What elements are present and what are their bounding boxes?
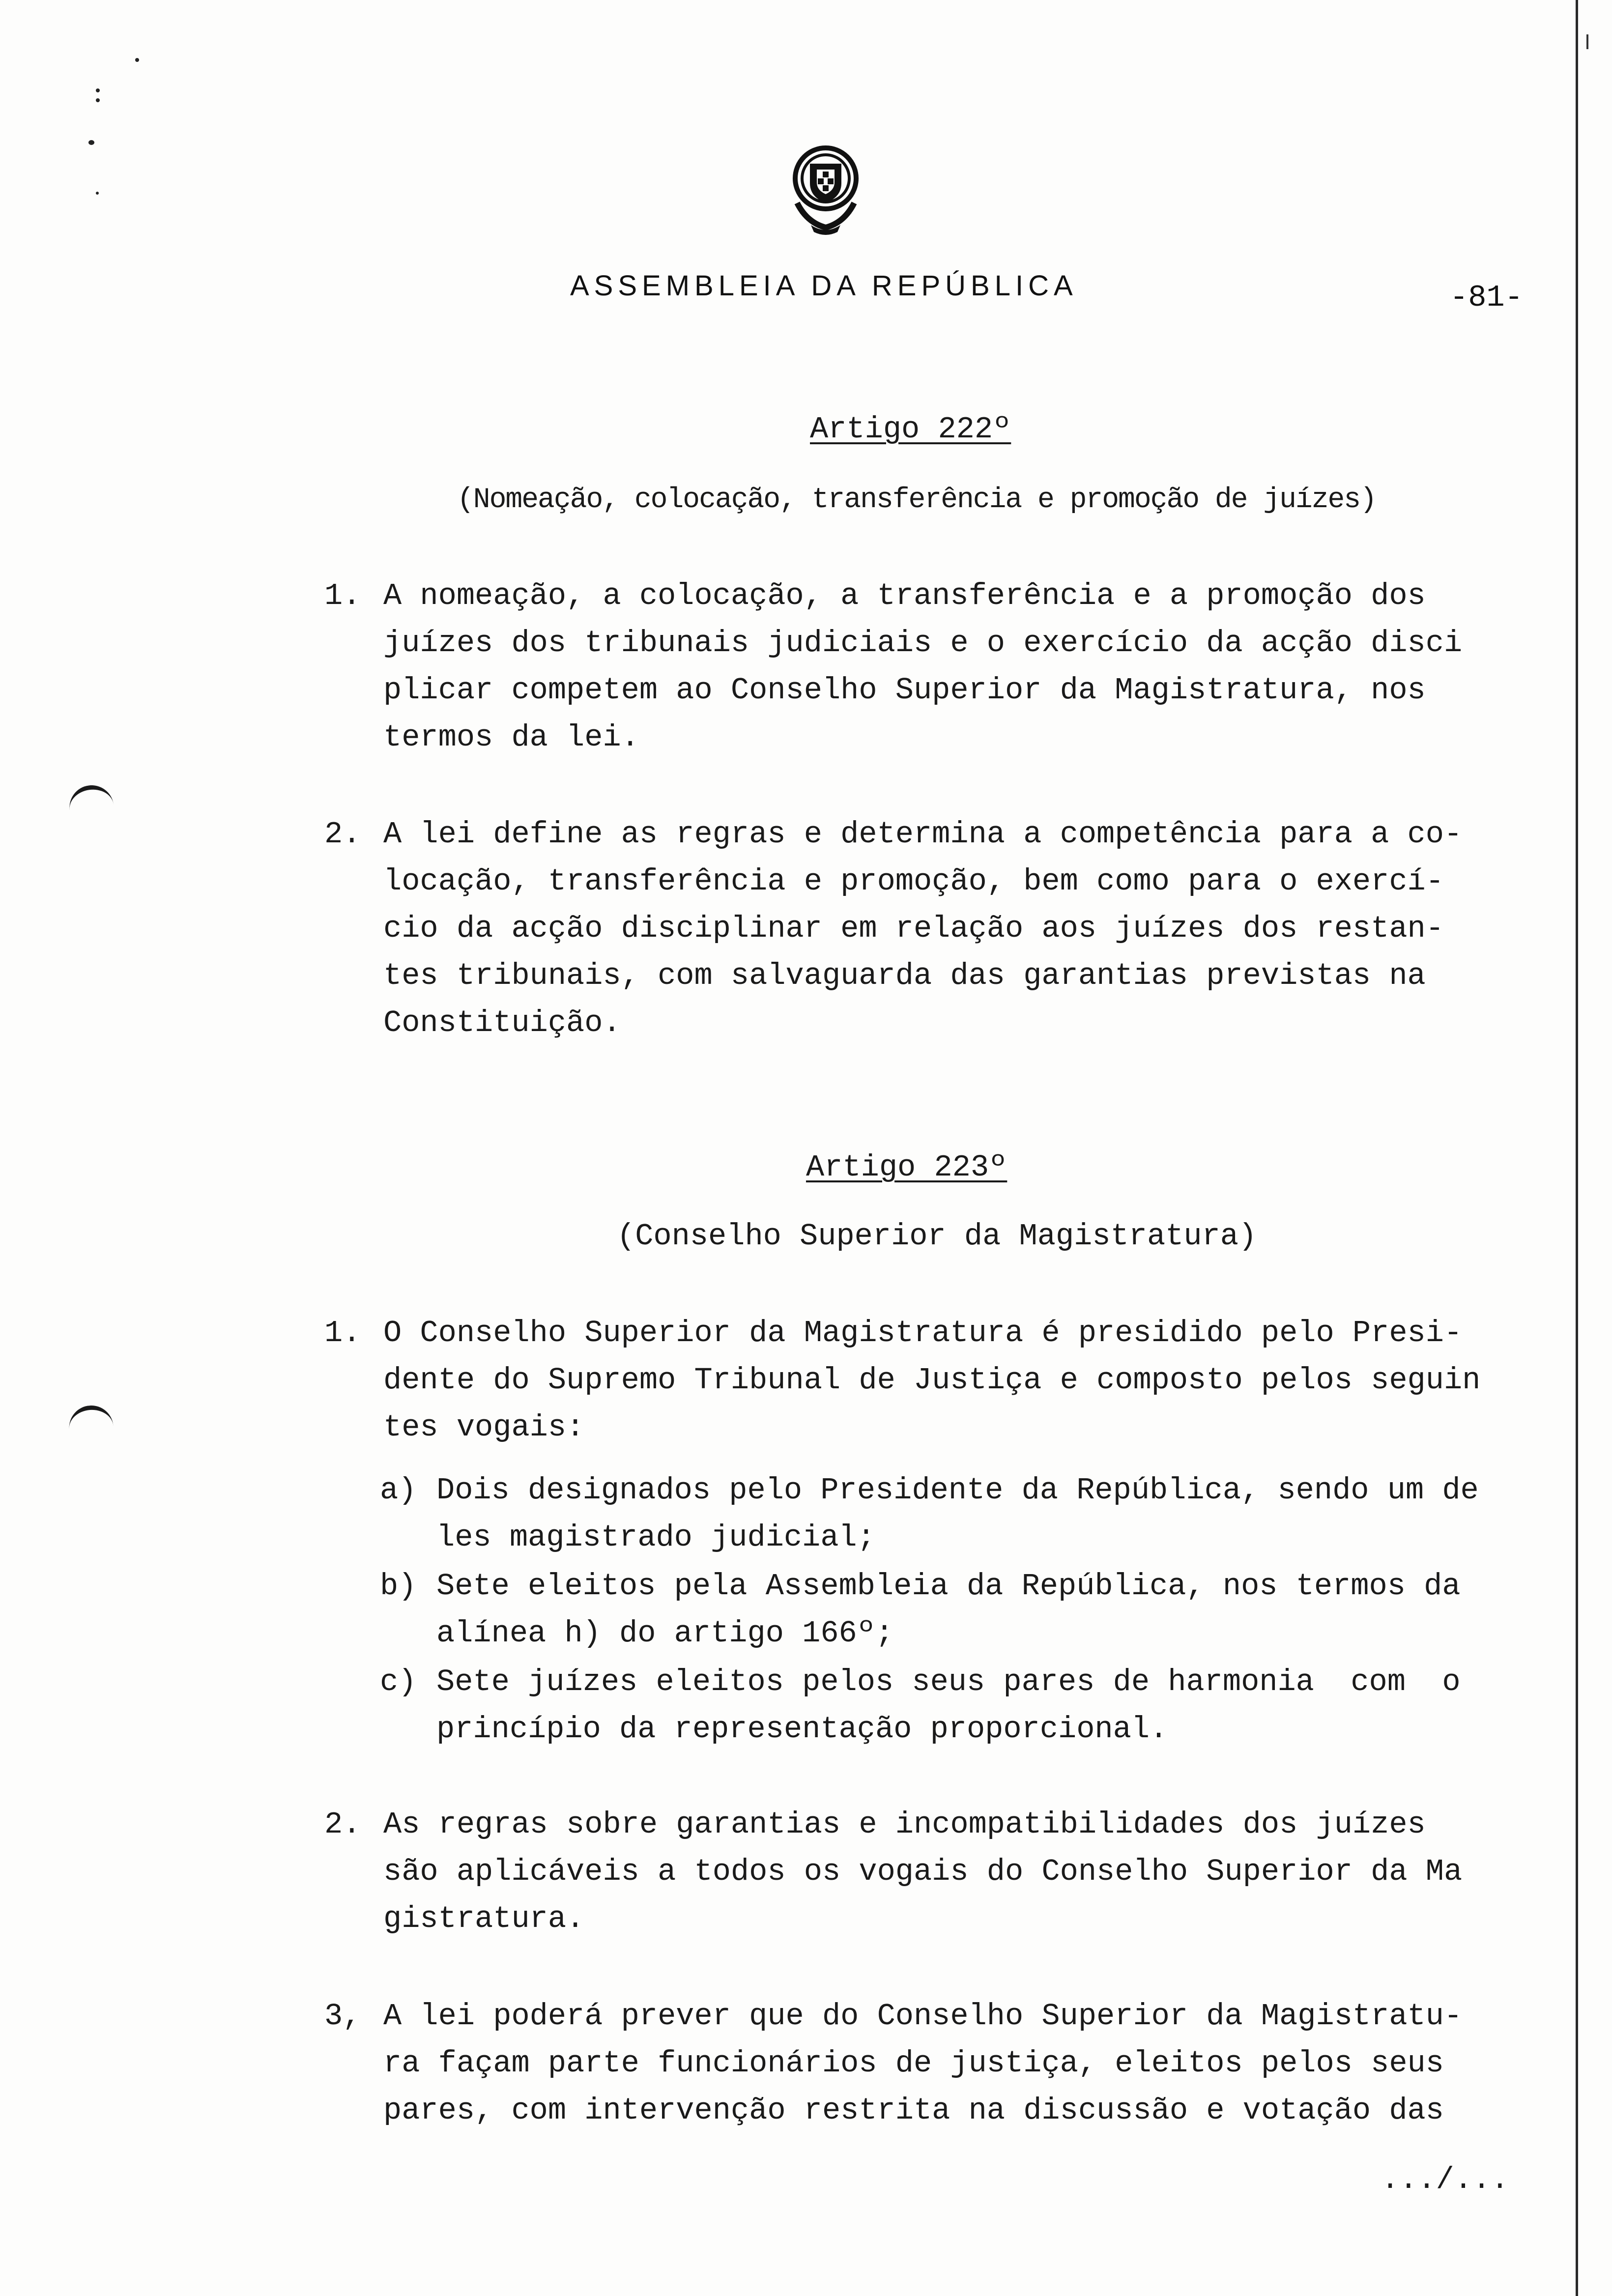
paragraph-line: Constituição. — [383, 1005, 621, 1040]
continuation-mark: .../... — [1381, 2162, 1509, 2197]
list-item — [380, 1467, 1479, 1561]
paragraph — [324, 811, 1462, 1047]
paragraph — [324, 573, 1462, 761]
header-title: ASSEMBLEIA DA REPÚBLICA — [570, 270, 1078, 302]
margin-speck — [135, 58, 139, 62]
paragraph-line: ra façam parte funcionários de justiça, eleitos pelos seus — [383, 2046, 1444, 2081]
paragraph-line: A nomeação, a colocação, a transferência e a promoção dos — [383, 578, 1426, 613]
paragraph-number: 2. — [324, 1807, 361, 1842]
paragraph-number: 1. — [324, 578, 361, 613]
paragraph-number: 1. — [324, 1316, 361, 1350]
list-item-line: princípio da representação proporcional. — [436, 1712, 1168, 1747]
paragraph-line: A lei define as regras e determina a competência para a co- — [383, 817, 1463, 852]
article-title: Artigo 223º — [806, 1150, 1008, 1185]
page-number: -81- — [1450, 280, 1523, 315]
margin-speck — [96, 88, 100, 92]
list-item-line: les magistrado judicial; — [436, 1520, 875, 1555]
paragraph-line: As regras sobre garantias e incompatibilidades dos juízes — [383, 1807, 1426, 1842]
paragraph — [324, 1801, 1462, 1943]
list-item-label: b) — [380, 1569, 417, 1604]
paragraph-line: pares, com intervenção restrita na discussão e votação das — [383, 2093, 1444, 2128]
list-item — [380, 1659, 1461, 1753]
paragraph — [324, 1993, 1462, 2134]
paragraph-line: tes tribunais, com salvaguarda das garantias previstas na — [383, 958, 1426, 993]
list-item — [380, 1563, 1461, 1657]
list-item-label: c) — [380, 1665, 417, 1699]
paragraph-line: A lei poderá prever que do Conselho Superior da Magistratu- — [383, 1999, 1463, 2034]
edge-mark — [1586, 34, 1588, 49]
paragraph-line: O Conselho Superior da Magistratura é presidido pelo Presi- — [383, 1316, 1463, 1350]
list-item-line: Sete juízes eleitos pelos seus pares de harmonia com o — [436, 1665, 1461, 1699]
paragraph-number: 3, — [324, 1999, 361, 2034]
article-subtitle: (Nomeação, colocação, transferência e promoção de juízes) — [457, 484, 1376, 516]
paragraph-line: dente do Supremo Tribunal de Justiça e composto pelos seguin — [383, 1363, 1481, 1398]
article-subtitle: (Conselho Superior da Magistratura) — [617, 1219, 1257, 1254]
margin-speck — [96, 192, 99, 195]
list-item-line: Sete eleitos pela Assembleia da República, nos termos da — [436, 1569, 1461, 1604]
hole-punch-mark — [68, 1404, 115, 1441]
margin-speck — [96, 98, 100, 102]
paragraph-line: gistratura. — [383, 1901, 585, 1936]
list-item-label: a) — [380, 1473, 417, 1508]
paragraph-number: 2. — [324, 817, 361, 852]
list-item-line: alínea h) do artigo 166º; — [436, 1616, 894, 1651]
paragraph-line: juízes dos tribunais judiciais e o exercício da acção disci — [383, 626, 1463, 660]
page-edge-rule — [1576, 0, 1578, 2296]
paragraph-line: são aplicáveis a todos os vogais do Conselho Superior da Ma — [383, 1854, 1463, 1889]
paragraph-line: cio da acção disciplinar em relação aos juízes dos restan- — [383, 911, 1444, 946]
paragraph — [324, 1310, 1480, 1451]
hole-punch-mark — [67, 782, 115, 822]
paragraph-line: tes vogais: — [383, 1410, 585, 1445]
paragraph-line: locação, transferência e promoção, bem como para o exercí- — [383, 864, 1444, 899]
margin-speck — [88, 140, 94, 145]
article-title: Artigo 222º — [810, 412, 1011, 447]
paragraph-line: plicar competem ao Conselho Superior da Magistratura, nos — [383, 673, 1426, 708]
coat-of-arms-icon — [786, 139, 865, 242]
paragraph-line: termos da lei. — [383, 720, 639, 755]
list-item-line: Dois designados pelo Presidente da República, sendo um de — [436, 1473, 1479, 1508]
